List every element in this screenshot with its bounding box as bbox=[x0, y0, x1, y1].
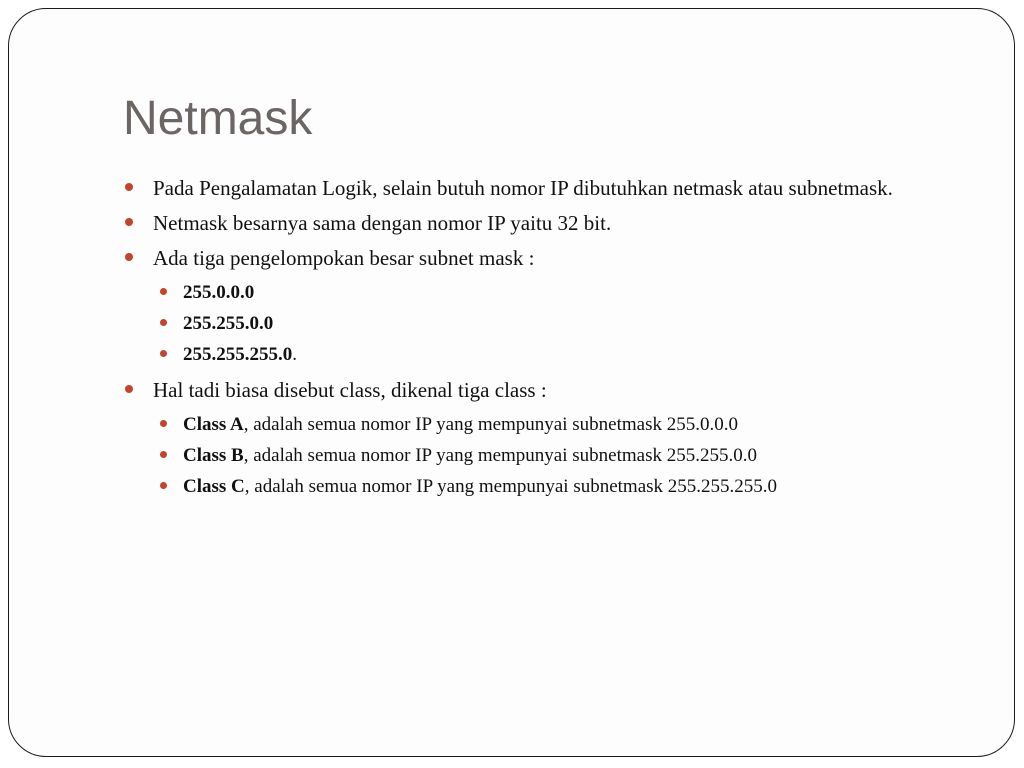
slide-title: Netmask bbox=[123, 92, 313, 145]
subnet-mask-value: 255.0.0.0 bbox=[183, 282, 255, 303]
slide-content bbox=[123, 175, 943, 505]
subnet-mask-value: 255.255.0.0 bbox=[183, 313, 274, 334]
bullet-dot-icon bbox=[125, 253, 133, 261]
bullet-dot-icon bbox=[160, 451, 167, 458]
slide-frame bbox=[8, 8, 1015, 757]
bullet-dot-icon bbox=[160, 350, 167, 357]
class-description: , adalah semua nomor IP yang mempunyai subnetmask 255.255.255.0 bbox=[244, 476, 778, 497]
sub-bullet-item bbox=[123, 412, 943, 437]
bullet-item bbox=[123, 245, 943, 272]
bullet-dot-icon bbox=[160, 288, 167, 295]
bullet-dot-icon bbox=[160, 319, 167, 326]
sub-bullet-item bbox=[123, 311, 943, 336]
bullet-item bbox=[123, 175, 943, 202]
class-label: Class B bbox=[183, 445, 244, 466]
class-description: , adalah semua nomor IP yang mempunyai subnetmask 255.255.0.0 bbox=[243, 445, 757, 466]
bullet-text: Hal tadi biasa disebut class, dikenal tiga class : bbox=[153, 378, 547, 402]
bullet-text: Pada Pengalamatan Logik, selain butuh nomor IP dibutuhkan netmask atau subnetmask. bbox=[153, 176, 893, 200]
bullet-text: Netmask besarnya sama dengan nomor IP yaitu 32 bit. bbox=[153, 211, 612, 235]
class-label: Class C bbox=[183, 476, 245, 497]
bullet-text: Ada tiga pengelompokan besar subnet mask : bbox=[153, 246, 535, 270]
class-description: , adalah semua nomor IP yang mempunyai subnetmask 255.0.0.0 bbox=[243, 414, 738, 435]
bullet-dot-icon bbox=[125, 183, 133, 191]
sub-bullet-item bbox=[123, 280, 943, 305]
sub-bullet-item bbox=[123, 443, 943, 468]
sub-bullet-item bbox=[123, 474, 943, 499]
sub-bullet-item bbox=[123, 342, 943, 367]
class-label: Class A bbox=[183, 414, 244, 435]
sub-bullet-suffix: . bbox=[292, 344, 297, 365]
bullet-dot-icon bbox=[125, 218, 133, 226]
bullet-dot-icon bbox=[125, 385, 133, 393]
bullet-dot-icon bbox=[160, 482, 167, 489]
bullet-item bbox=[123, 210, 943, 237]
bullet-item bbox=[123, 377, 943, 404]
subnet-mask-value: 255.255.255.0 bbox=[183, 344, 293, 365]
bullet-dot-icon bbox=[160, 420, 167, 427]
